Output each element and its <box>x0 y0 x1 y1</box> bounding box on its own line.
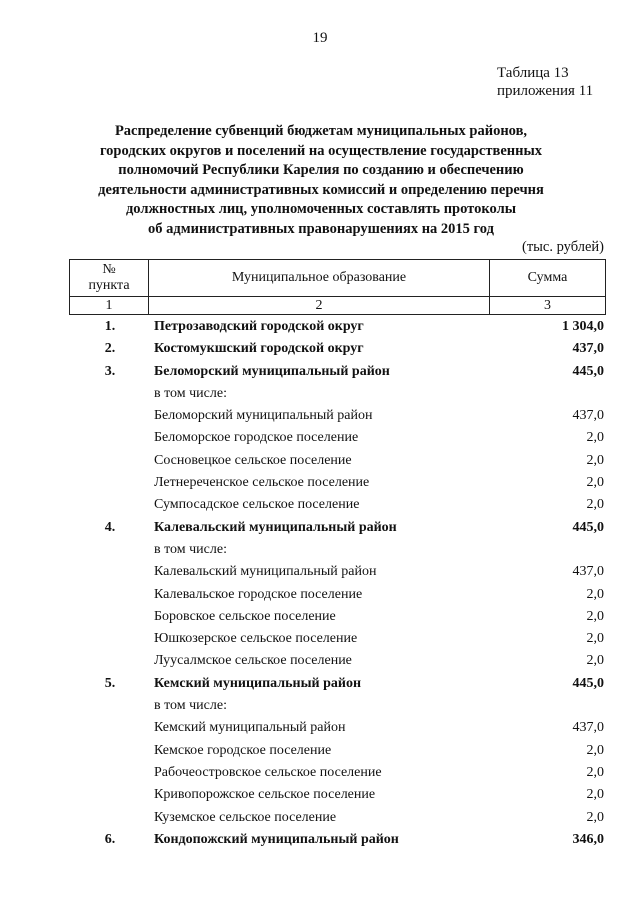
row-municipality: Беломорский муниципальный район <box>154 408 373 424</box>
row-municipality: Боровское сельское поселение <box>154 608 336 624</box>
row-sum: 445,0 <box>572 363 604 379</box>
table-row <box>69 650 606 672</box>
row-municipality: Калевальское городское поселение <box>154 586 363 602</box>
row-sum: 2,0 <box>586 608 604 624</box>
table-row <box>69 695 606 717</box>
table-reference <box>497 64 593 100</box>
row-municipality: Сосновецкое сельское поселение <box>154 452 352 468</box>
row-sum: 445,0 <box>572 519 604 535</box>
row-sum: 445,0 <box>572 675 604 691</box>
header-sum-cell: Сумма <box>490 260 606 297</box>
row-municipality: Юшкозерское сельское поселение <box>154 631 358 647</box>
units-label: (тыс. рублей) <box>522 239 604 255</box>
page-number: 19 <box>312 30 328 46</box>
header-index-1: 1 <box>70 297 149 315</box>
row-sum: 2,0 <box>586 497 604 513</box>
table-row <box>69 494 606 516</box>
title-line: полномочий Республики Карелия по созданию и обеспечению <box>118 162 524 178</box>
row-municipality: в том числе: <box>154 385 227 401</box>
table-row <box>69 517 606 539</box>
table-row <box>69 606 606 628</box>
header-index-row <box>70 297 606 315</box>
row-municipality: Летнереченское сельское поселение <box>154 475 370 491</box>
table-row <box>69 807 606 829</box>
row-sum: 346,0 <box>572 831 604 847</box>
table-row <box>69 450 606 472</box>
row-municipality: Калевальский муниципальный район <box>154 519 397 535</box>
table-row <box>69 472 606 494</box>
row-number: 3. <box>104 363 116 379</box>
row-number: 4. <box>104 519 116 535</box>
title-line: об административных правонарушениях на 2015 год <box>148 220 494 237</box>
table-row <box>69 829 606 851</box>
row-municipality: Куземское сельское поселение <box>154 809 337 825</box>
row-sum: 2,0 <box>586 653 604 669</box>
table-row <box>69 740 606 762</box>
header-number-cell <box>70 260 149 297</box>
row-number: 2. <box>104 341 116 357</box>
table-reference-line-2: приложения 11 <box>497 83 594 99</box>
table-row <box>69 338 606 360</box>
row-municipality: Беломорский муниципальный район <box>154 363 390 379</box>
table-body <box>69 316 606 851</box>
row-sum: 2,0 <box>586 809 604 825</box>
table-row <box>69 673 606 695</box>
row-municipality: в том числе: <box>154 541 227 557</box>
row-sum: 2,0 <box>586 586 604 602</box>
table-row <box>69 628 606 650</box>
table-row <box>69 383 606 405</box>
header-number-symbol: № <box>102 262 116 277</box>
row-municipality: Луусалмское сельское поселение <box>154 653 352 669</box>
header-municipality-cell: Муниципальное образование <box>149 260 490 297</box>
row-sum: 2,0 <box>586 631 604 647</box>
header-number-label: пункта <box>88 278 130 293</box>
row-municipality: Петрозаводский городской округ <box>154 319 364 334</box>
header-row <box>70 260 606 297</box>
row-sum: 2,0 <box>586 787 604 803</box>
title-line: деятельности административных комиссий и определению перечня <box>98 181 544 198</box>
table-row <box>69 316 606 338</box>
header-index-3: 3 <box>490 297 606 315</box>
document-title <box>95 122 547 239</box>
row-number: 5. <box>104 675 116 691</box>
header-index-2: 2 <box>149 297 490 315</box>
table-row <box>69 427 606 449</box>
row-municipality: Кривопорожское сельское поселение <box>154 787 376 803</box>
row-number: 6. <box>104 831 116 847</box>
row-municipality: Рабочеостровское сельское поселение <box>154 764 382 780</box>
row-municipality: Костомукшский городской округ <box>154 341 364 357</box>
table-row <box>69 762 606 784</box>
table-row <box>69 784 606 806</box>
table-row <box>69 584 606 606</box>
row-sum: 2,0 <box>586 742 604 758</box>
table-reference-line-1: Таблица 13 <box>497 65 569 81</box>
row-sum: 437,0 <box>572 341 604 357</box>
row-sum: 2,0 <box>586 764 604 780</box>
row-municipality: Беломорское городское поселение <box>154 430 359 446</box>
row-municipality: Сумпосадское сельское поселение <box>154 497 360 513</box>
table-header <box>69 259 606 315</box>
row-sum: 1 304,0 <box>562 319 604 334</box>
title-line: городских округов и поселений на осуществление государственных <box>99 142 543 159</box>
row-sum: 2,0 <box>586 475 604 491</box>
row-municipality: Кондопожский муниципальный район <box>154 831 399 847</box>
table-row <box>69 561 606 583</box>
row-municipality: в том числе: <box>154 698 227 714</box>
row-municipality: Кемский муниципальный район <box>154 720 346 736</box>
table-row <box>69 405 606 427</box>
table-row <box>69 361 606 383</box>
row-number: 1. <box>104 319 116 334</box>
row-sum: 437,0 <box>572 564 604 580</box>
row-sum: 437,0 <box>572 720 604 736</box>
row-municipality: Калевальский муниципальный район <box>154 564 377 580</box>
title-line: должностных лиц, уполномоченных составлять протоколы <box>125 201 517 217</box>
table-row <box>69 717 606 739</box>
row-sum: 2,0 <box>586 430 604 446</box>
row-municipality: Кемский муниципальный район <box>154 675 362 691</box>
row-municipality: Кемское городское поселение <box>154 742 332 758</box>
row-sum: 2,0 <box>586 452 604 468</box>
title-line: Распределение субвенций бюджетам муниципальных районов, <box>114 123 528 139</box>
table-row <box>69 539 606 561</box>
row-sum: 437,0 <box>572 408 604 424</box>
